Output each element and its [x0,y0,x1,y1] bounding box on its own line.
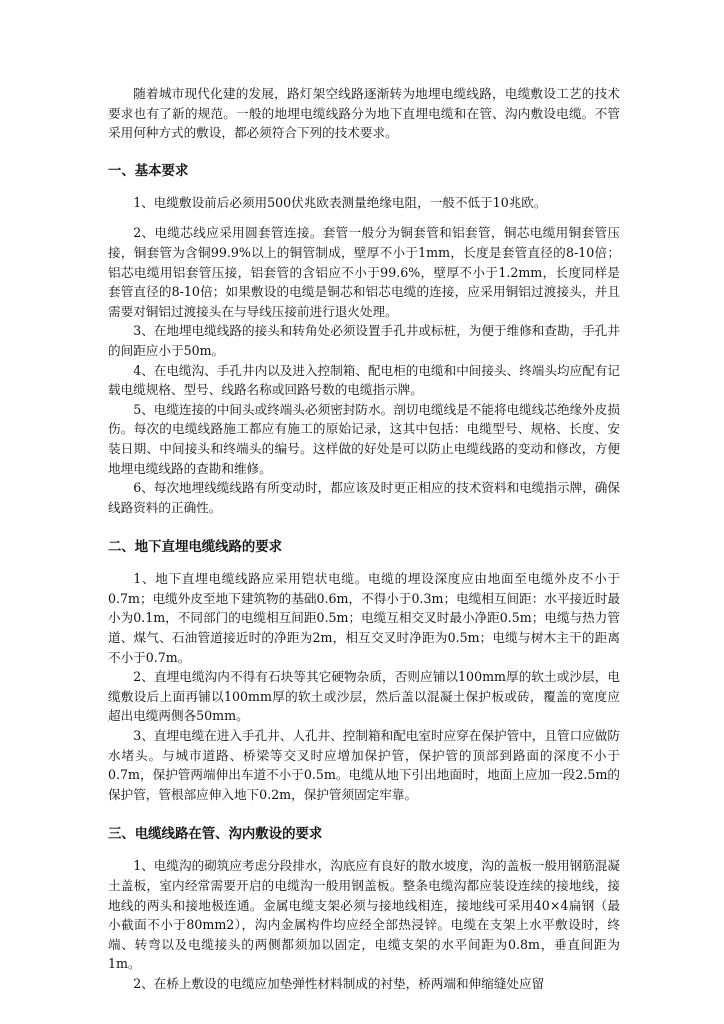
section-heading-conduit-trench: 三、电缆线路在管、沟内敷设的要求 [108,827,323,843]
section1-paragraph-4: 4、在电缆沟、手孔井内以及进入控制箱、配电柜的电缆和中间接头、终端头均应配有记载电缆规格、型号、线路名称或回路号数的电缆指示牌。 [108,362,620,398]
section2-paragraph-1: 1、地下直埋电缆线路应采用铠状电缆。电缆的埋设深度应由地面至电缆外皮不小于0.7m；电缆外皮至地下建筑物的基础0.6m，不得小于0.3m；电缆相互间距：水平接近时最小为0.1m，不同部门的电缆相互间距0.5m；电缆互相交叉时最小净距0.5m；电缆与热力管道、煤气、石油管道接近时的净距为2m，相互交叉时净距为0.5m；电缆与树木主干的距离不小于0.7m。 [108,571,620,665]
section1-paragraph-5: 5、电缆连接的中间头或终端头必须密封防水。剖切电缆线是不能将电缆线芯绝缘外皮损伤。每次的电缆线路施工都应有施工的原始记录，这其中包括：电缆型号、规格、长度、安装日期、中间接头和终端头的编号。这样做的好处是可以防止电缆线路的变动和修改，方便地埋电缆线路的查勘和维修。 [108,401,620,476]
section3-paragraph-1: 1、电缆沟的砌筑应考虑分段排水，沟底应有良好的散水坡度，沟的盖板一般用钢筋混凝土盖板，室内经常需要开启的电缆沟一般用钢盖板。整条电缆沟都应装设连续的接地线，接地线的两头和接地极连通。金属电缆支架必须与接地线相连，接地线可采用40×4扁钢（最小截面不小于80mm2），沟内金属构件均应经全部热浸锌。电缆在支架上水平敷设时，终端、转弯以及电缆接头的两侧都须加以固定，电缆支架的水平间距为0.8m，垂直间距为1m。 [108,858,620,972]
section1-paragraph-6: 6、每次地埋线缆线路有所变动时，都应该及时更正相应的技术资料和电缆指示牌，确保线路资料的正确性。 [108,480,620,515]
section1-paragraph-3: 3、在地埋电缆线路的接头和转角处必须设置手孔井或标桩，为便于维修和查勘，手孔井的间距应小于50m。 [108,323,620,358]
section3-paragraph-2: 2、在桥上敷设的电缆应加垫弹性材料制成的衬垫，桥两端和伸缩缝处应留 [133,975,545,991]
section2-paragraph-3: 3、直埋电缆在进入手孔井、人孔井、控制箱和配电室时应穿在保护管中，且管口应做防水堵头。与城市道路、桥梁等交叉时应增加保护管，保护管的顶部到路面的深度不小于0.7m，保护管两端伸出车道不小于0.5m。电缆从地下引出地面时，地面上应加一段2.5m的保护管，管根部应伸入地下0.2m，保护管须固定牢靠。 [108,728,620,802]
section1-paragraph-2: 2、电缆芯线应采用圆套管连接。套管一般分为铜套管和铝套管，铜芯电缆用铜套管压接，铜套管为含铜99.9%以上的铜管制成，壁厚不小于1mm，长度是套管直径的8-10倍；铝芯电缆用铝套管压接，铝套管的含铝应不小于99.6%，壁厚不小于1.2mm，长度同样是套管直径的8-10倍；如果敷设的电缆是铜芯和铝芯电缆的连接，应采用铜铝过渡接头，并且需要对铜铝过渡接头在与导线压接前进行退火处理。 [108,225,620,319]
section-heading-basic: 一、基本要求 [108,163,189,179]
section2-paragraph-2: 2、直埋电缆沟内不得有石块等其它硬物杂质，否则应铺以100mm厚的软土或沙层，电缆敷设后上面再铺以100mm厚的软土或沙层，然后盖以混凝土保护板或砖，覆盖的宽度应超出电缆两侧各50mm。 [108,669,620,724]
document-page [108,84,620,994]
section-heading-direct-burial: 二、地下直埋电缆线路的要求 [108,540,283,556]
section1-paragraph-1: 1、电缆敷设前后必须用500伏兆欧表测量绝缘电阻，一般不低于10兆欧。 [133,194,547,210]
intro-paragraph: 随着城市现代化建的发展，路灯架空线路逐渐转为地埋电缆线路，电缆敷设工艺的技术要求也有了新的规范。一般的地埋电缆线路分为地下直埋电缆和在管、沟内敷设电缆。不管采用何种方式的敷设，都必须符合下列的技术要求。 [108,86,620,141]
